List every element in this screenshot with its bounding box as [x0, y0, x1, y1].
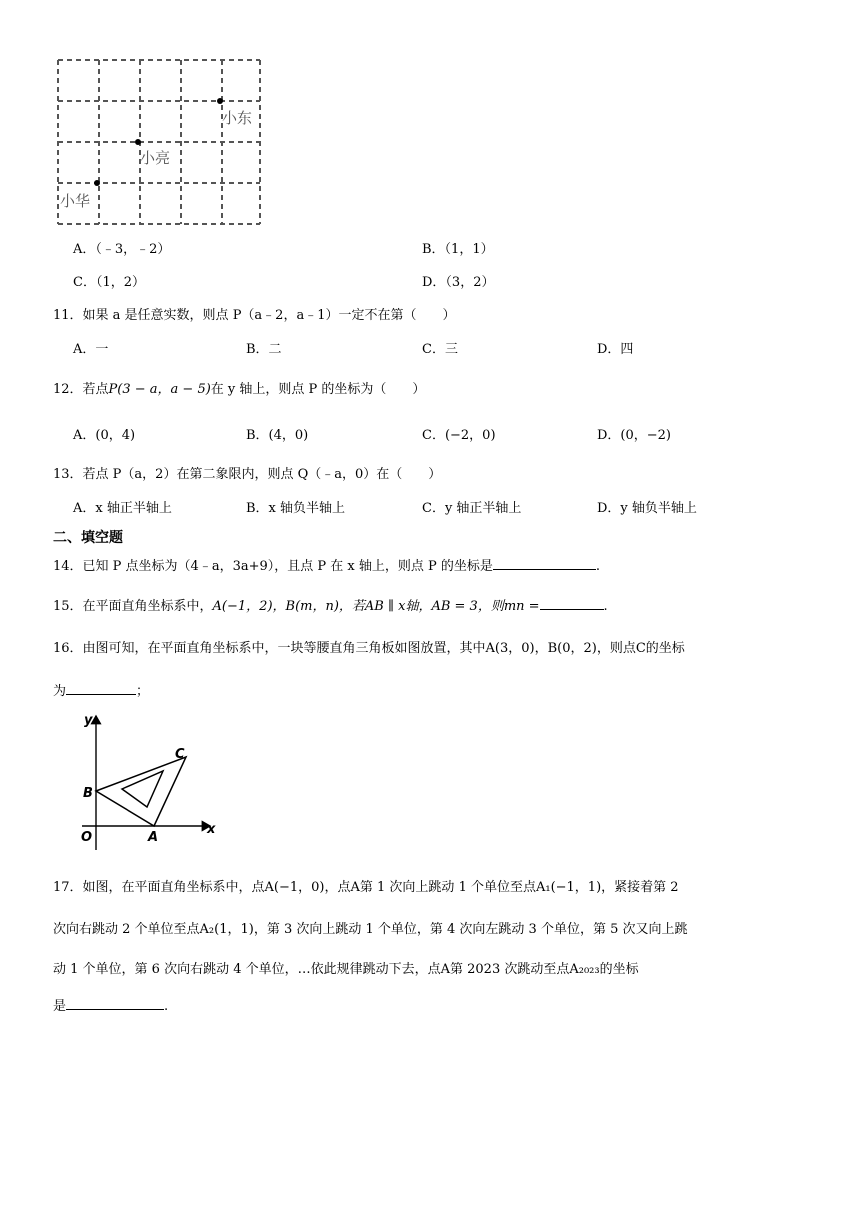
q12-option-d: D．(0，−2): [597, 428, 672, 443]
point-c-label: C: [175, 747, 185, 762]
q10-option-d: D．（3，2）: [422, 275, 495, 290]
q15-end: .: [603, 599, 608, 614]
inner-triangle: [122, 771, 163, 807]
q15-pre: 15．在平面直角坐标系中，: [53, 599, 213, 614]
q10-option-b: B．（1，1）: [422, 242, 494, 257]
origin-label: O: [81, 830, 93, 845]
q13-option-c: C．y 轴正半轴上: [422, 501, 522, 516]
q16-end: ；: [136, 684, 150, 699]
q14-end: .: [595, 559, 601, 574]
q17-line4: [53, 995, 168, 1017]
outer-triangle: [96, 757, 186, 826]
q13-option-b: B．x 轴负半轴上: [246, 501, 346, 516]
q17-line4-text: 是: [53, 999, 67, 1014]
q12-stem: [53, 380, 425, 400]
q16-line2: [53, 680, 149, 702]
q17-line2: 次向右跳动 2 个单位至点A₂(1，1)，第 3 次向上跳动 1 个单位，第 4 次向左跳动 3 个单位，第 5 次又向上跳: [53, 922, 688, 937]
point-xiaoliang: [135, 139, 141, 145]
q15-answer-blank[interactable]: [540, 595, 604, 610]
q14-stem: [53, 555, 600, 577]
q16-line1: 16．由图可知，在平面直角坐标系中，一块等腰直角三角板如图放置，其中A(3，0)，B(0，2)，则点C的坐标: [53, 641, 685, 656]
q17-line3: 动 1 个单位，第 6 次向右跳动 4 个单位，…依此规律跳动下去，点A第 2023 次跳动至点A₂₀₂₃的坐标: [53, 962, 639, 977]
q17-line1: 17．如图，在平面直角坐标系中，点A(−1，0)，点A第 1 次向上跳动 1 个单位至点A₁(−1，1)，紧接着第 2: [53, 880, 679, 895]
grid-figure: [54, 56, 266, 228]
y-label: y: [84, 713, 93, 728]
point-xiaodong: [217, 98, 223, 104]
q11-stem: 11．如果 a 是任意实数，则点 P（a﹣2，a﹣1）一定不在第（ ）: [53, 308, 456, 323]
q12-stem-pre: 12．若点: [53, 382, 109, 397]
section-title: 二、填空题: [53, 530, 123, 546]
q15-stem: [53, 595, 608, 617]
q14-answer-blank[interactable]: [493, 555, 596, 570]
q13-stem: 13．若点 P（a，2）在第二象限内，则点 Q（﹣a，0）在（ ）: [53, 467, 442, 482]
q12-option-a: A．(0，4): [73, 428, 136, 443]
q12-option-c: C．(−2，0): [422, 428, 496, 443]
q11-option-a: A．一: [73, 342, 109, 357]
q17-answer-blank[interactable]: [66, 995, 164, 1010]
point-b-label: B: [83, 786, 93, 801]
label-xiaohua: 小华: [60, 192, 91, 210]
q12-stem-math: P(3 − a，a − 5): [108, 382, 211, 397]
q14-text: 14．已知 P 点坐标为（4﹣a，3a+9），且点 P 在 x 轴上，则点 P 的坐标是: [53, 559, 493, 574]
q13-option-d: D．y 轴负半轴上: [597, 501, 697, 516]
q11-option-c: C．三: [422, 342, 458, 357]
point-xiaohua: [94, 180, 100, 186]
label-xiaoliang: 小亮: [140, 149, 171, 167]
q10-option-a: A．（﹣3，﹣2）: [73, 242, 171, 257]
point-a-label: A: [148, 830, 159, 845]
label-xiaodong: 小东: [222, 109, 253, 127]
q10-option-c: C．（1，2）: [73, 275, 145, 290]
triangle-figure: [78, 710, 223, 855]
q16-answer-blank[interactable]: [66, 680, 136, 695]
q15-math: A(−1，2)，B(m，n)，若AB ∥ x轴，AB = 3，则mn =: [212, 599, 540, 614]
q13-option-a: A．x 轴正半轴上: [73, 501, 172, 516]
x-label: x: [207, 822, 216, 837]
q11-option-b: B．二: [246, 342, 282, 357]
q12-stem-mid: 在 y 轴上，则点 P 的坐标为（ ）: [210, 382, 426, 397]
q12-option-b: B．(4，0): [246, 428, 309, 443]
q17-end: .: [164, 999, 169, 1014]
q16-line2-text: 为: [53, 684, 67, 699]
q11-option-d: D．四: [597, 342, 634, 357]
